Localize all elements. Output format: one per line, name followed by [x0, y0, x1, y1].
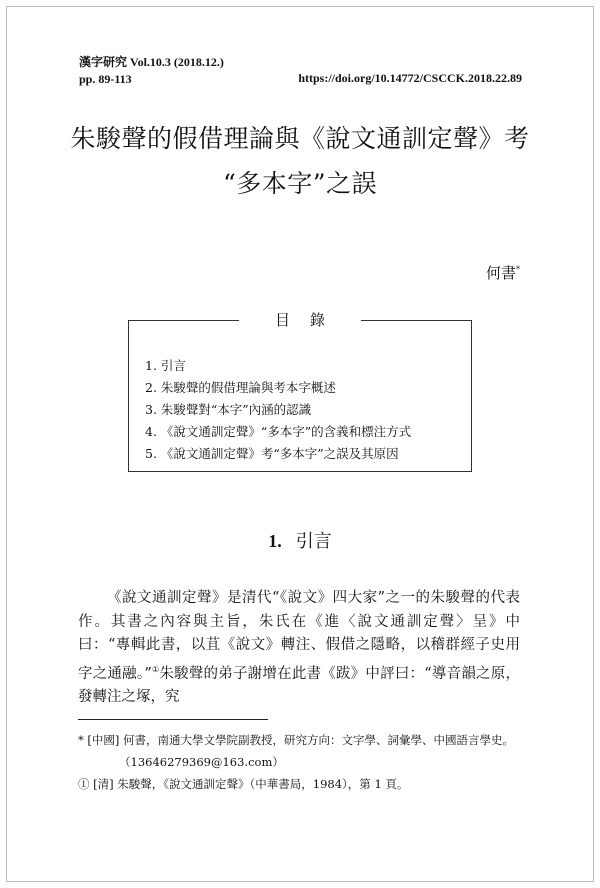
toc-item[interactable]: 2. 朱駿聲的假借理論與考本字概述	[145, 380, 336, 395]
body-text-continued: 朱駿聲的弟子謝增在此書《跋》中評曰：“導音韻之原，發轉注之塚，究	[78, 665, 520, 705]
toc-item[interactable]: 4. 《說文通訓定聲》“多本字”的含義和標注方式	[145, 424, 412, 439]
paper-title-line1: 朱駿聲的假借理論與《說文通訓定聲》考	[70, 124, 530, 153]
author-footnote-mark[interactable]: *	[516, 265, 520, 274]
journal-header	[79, 54, 224, 88]
body-text: 《說文通訓定聲》是清代“《說文》四大家”之一的朱駿聲的代表作。其書之內容與主旨，朱氏在《進〈說文通訓定聲〉呈》中曰：“專輯此書，以苴《說文》轉注、假借之隱略，以稽群經子史用字之通融。”	[78, 590, 520, 682]
footnote-divider	[78, 719, 268, 720]
footnote-ref[interactable]: ①	[151, 664, 160, 674]
toc-list	[145, 355, 411, 465]
author	[486, 262, 520, 283]
table-of-contents	[128, 311, 472, 472]
body-paragraph	[78, 587, 520, 709]
journal-name: 漢字研究 Vol.10.3 (2018.12.)	[79, 55, 224, 69]
footnote-author: * [中國] 何書，南通大學文學院副教授，研究方向：文字學、詞彙學、中國語言學史。	[78, 733, 515, 747]
toc-heading: 目錄	[239, 309, 361, 330]
section-title: 引言	[295, 531, 332, 552]
author-name: 何書	[485, 264, 516, 282]
section-number: 1.	[268, 531, 282, 551]
footnote-1: ① [清] 朱駿聲，《說文通訓定聲》（中華書局，1984），第 1 頁。	[78, 777, 409, 791]
section-heading	[0, 527, 600, 553]
footnote-author-email: （13646279369@163.com）	[119, 755, 284, 769]
doi-link[interactable]: https://doi.org/10.14772/CSCCK.2018.22.89	[298, 71, 522, 85]
toc-item[interactable]: 3. 朱駿聲對“本字”內涵的認識	[145, 402, 312, 417]
page-range: pp. 89-113	[79, 72, 132, 86]
toc-item[interactable]: 1. 引言	[145, 358, 186, 373]
toc-item[interactable]: 5. 《說文通訓定聲》考“多本字”之誤及其原因	[145, 446, 399, 461]
paper-title-line2: “多本字”之誤	[222, 169, 378, 198]
